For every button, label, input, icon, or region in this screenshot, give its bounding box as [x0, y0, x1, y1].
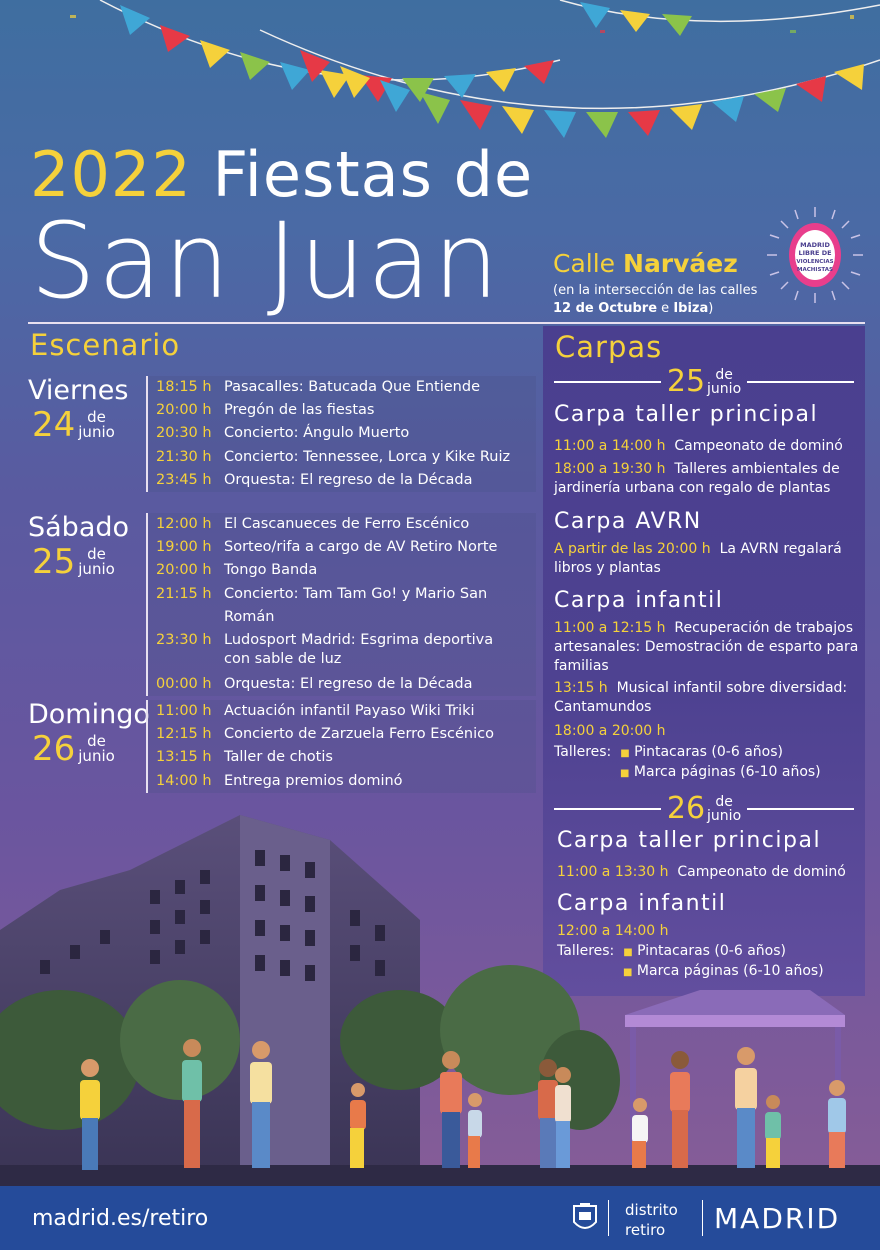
event-row: 21:15 h Concierto: Tam Tam Go! y Mario San Román — [156, 585, 488, 625]
detail-part1: (en la intersección de las calles — [553, 283, 758, 298]
carpa-principal-25-name: Carpa taller principal — [554, 402, 819, 427]
badge-line1: MADRID — [800, 241, 830, 249]
title-saint: San Juan — [30, 200, 501, 322]
date-month: de junio — [707, 367, 742, 397]
madrid-crest-icon — [572, 1202, 598, 1234]
event-row: 21:30 h Concierto: Tennessee, Lorca y Kike Ruiz — [156, 448, 511, 465]
footer-separator — [608, 1200, 609, 1236]
event-row: 20:00 h Tongo Banda — [156, 562, 318, 579]
date-number: 25 — [666, 364, 706, 399]
date-number: 26 — [666, 791, 706, 826]
day-label — [28, 513, 146, 581]
title-year: 2022 — [30, 138, 192, 211]
flag-row-3 — [580, 2, 692, 36]
date-month: de junio — [707, 794, 742, 824]
day-number: 24 — [32, 405, 76, 445]
carpa-avrn-name: Carpa AVRN — [554, 509, 702, 534]
detail-street2: Ibiza — [673, 301, 709, 316]
day-date — [32, 543, 146, 581]
event-list — [146, 513, 536, 696]
carpa-infantil-26-name: Carpa infantil — [557, 891, 727, 916]
day-number: 26 — [32, 729, 76, 769]
event-row: 20:00 h Pregón de las fiestas — [156, 402, 375, 419]
date-separator-25 — [554, 366, 854, 398]
badge-line2: LIBRE DE — [798, 249, 832, 257]
detail-street1: 12 de Octubre — [553, 301, 658, 316]
violencias-machistas-badge — [765, 205, 865, 305]
event-row: 18:15 h Pasacalles: Batucada Que Entiende — [156, 379, 481, 395]
event-row: 14:00 h Entrega premios dominó — [156, 772, 403, 789]
street-scene-illustration — [0, 810, 880, 1186]
street-name: Narváez — [623, 249, 738, 278]
day-name: Viernes — [28, 375, 129, 406]
carpa-principal-26-name: Carpa taller principal — [557, 828, 822, 853]
event-row: 19:00 h Sorteo/rifa a cargo de AV Retiro Norte — [156, 539, 498, 556]
event-row: 20:30 h Concierto: Ángulo Muerto — [156, 425, 410, 442]
day-label — [28, 699, 150, 769]
carpa-principal-25-event-1: 11:00 a 14:00 h Campeonato de dominó — [554, 438, 843, 454]
event-row-continued: con sable de luz — [224, 651, 342, 668]
event-list — [146, 376, 536, 492]
day-block-viernes — [28, 376, 538, 496]
header-divider — [28, 322, 865, 324]
footer-separator — [702, 1200, 703, 1236]
day-number: 25 — [32, 542, 76, 582]
carpa-avrn-event: A partir de las 20:00 h La AVRN regalará libros y plantas — [554, 541, 842, 576]
footer-bar — [0, 1186, 880, 1250]
title-fiestas: Fiestas de — [212, 138, 534, 211]
day-label — [28, 376, 146, 444]
day-name: Sábado — [28, 512, 130, 543]
escenario-title: Escenario — [30, 328, 181, 362]
carpa-infantil-25-event-3: 18:00 a 20:00 h — [554, 723, 666, 739]
carpa-infantil-25-event-1: 11:00 a 12:15 h Recuperación de trabajos artesanales: Demostración de esparto para familias — [554, 620, 859, 674]
flag-row-2 — [300, 50, 864, 138]
carpa-infantil-25-event-2: 13:15 h Musical infantil sobre diversidad: Cantamundos — [554, 680, 848, 715]
day-month: de junio — [78, 732, 115, 765]
day-date — [32, 406, 146, 444]
detail-connector: e — [661, 301, 670, 316]
carpa-infantil-26-event: 12:00 a 14:00 h — [557, 923, 669, 939]
location-street — [553, 248, 763, 280]
day-month: de junio — [78, 545, 115, 578]
detail-close: ) — [708, 301, 714, 316]
footer-district: distrito retiro — [625, 1201, 678, 1239]
badge-line4: MACHISTAS — [797, 267, 833, 273]
flag-row-1 — [120, 5, 554, 102]
event-row: 23:45 h Orquesta: El regreso de la Década — [156, 471, 473, 488]
carpa-infantil-25-talleres: Talleres: ■ Pintacaras (0-6 años) ■ Marca páginas (6-10 años) — [554, 744, 821, 780]
day-month: de junio — [78, 408, 115, 441]
street-prefix: Calle — [553, 249, 616, 278]
day-date — [32, 730, 146, 768]
day-block-sabado — [28, 512, 538, 693]
carpa-principal-25-event-2: 18:00 a 19:30 h Talleres ambientales de jardinería urbana con regalo de plantas — [554, 461, 840, 496]
day-name: Domingo — [28, 699, 150, 730]
event-row: 23:30 h Ludosport Madrid: Esgrima deportiva — [156, 632, 494, 649]
event-row: 12:15 h Concierto de Zarzuela Ferro Escénico — [156, 726, 494, 743]
carpa-infantil-25-name: Carpa infantil — [554, 588, 724, 613]
event-list — [146, 700, 536, 793]
location-detail — [553, 282, 763, 318]
bunting-decoration — [0, 0, 880, 160]
carpa-infantil-26-talleres: Talleres: ■ Pintacaras (0-6 años) ■ Marca páginas (6-10 años) — [557, 943, 824, 979]
event-row: 12:00 h El Cascanueces de Ferro Escénico — [156, 516, 470, 532]
location-block — [553, 248, 763, 318]
event-row: 13:15 h Taller de chotis — [156, 749, 333, 766]
footer-url-link[interactable]: madrid.es/retiro — [32, 1206, 209, 1231]
event-row: 00:00 h Orquesta: El regreso de la Década — [156, 676, 473, 693]
day-block-domingo — [28, 700, 538, 800]
carpas-title: Carpas — [555, 330, 663, 364]
event-row: 11:00 h Actuación infantil Payaso Wiki Triki — [156, 703, 475, 719]
footer-city-logo: MADRID — [714, 1202, 841, 1235]
carpa-principal-26-event: 11:00 a 13:30 h Campeonato de dominó — [557, 864, 846, 880]
badge-line3: VIOLENCIAS — [796, 259, 834, 265]
